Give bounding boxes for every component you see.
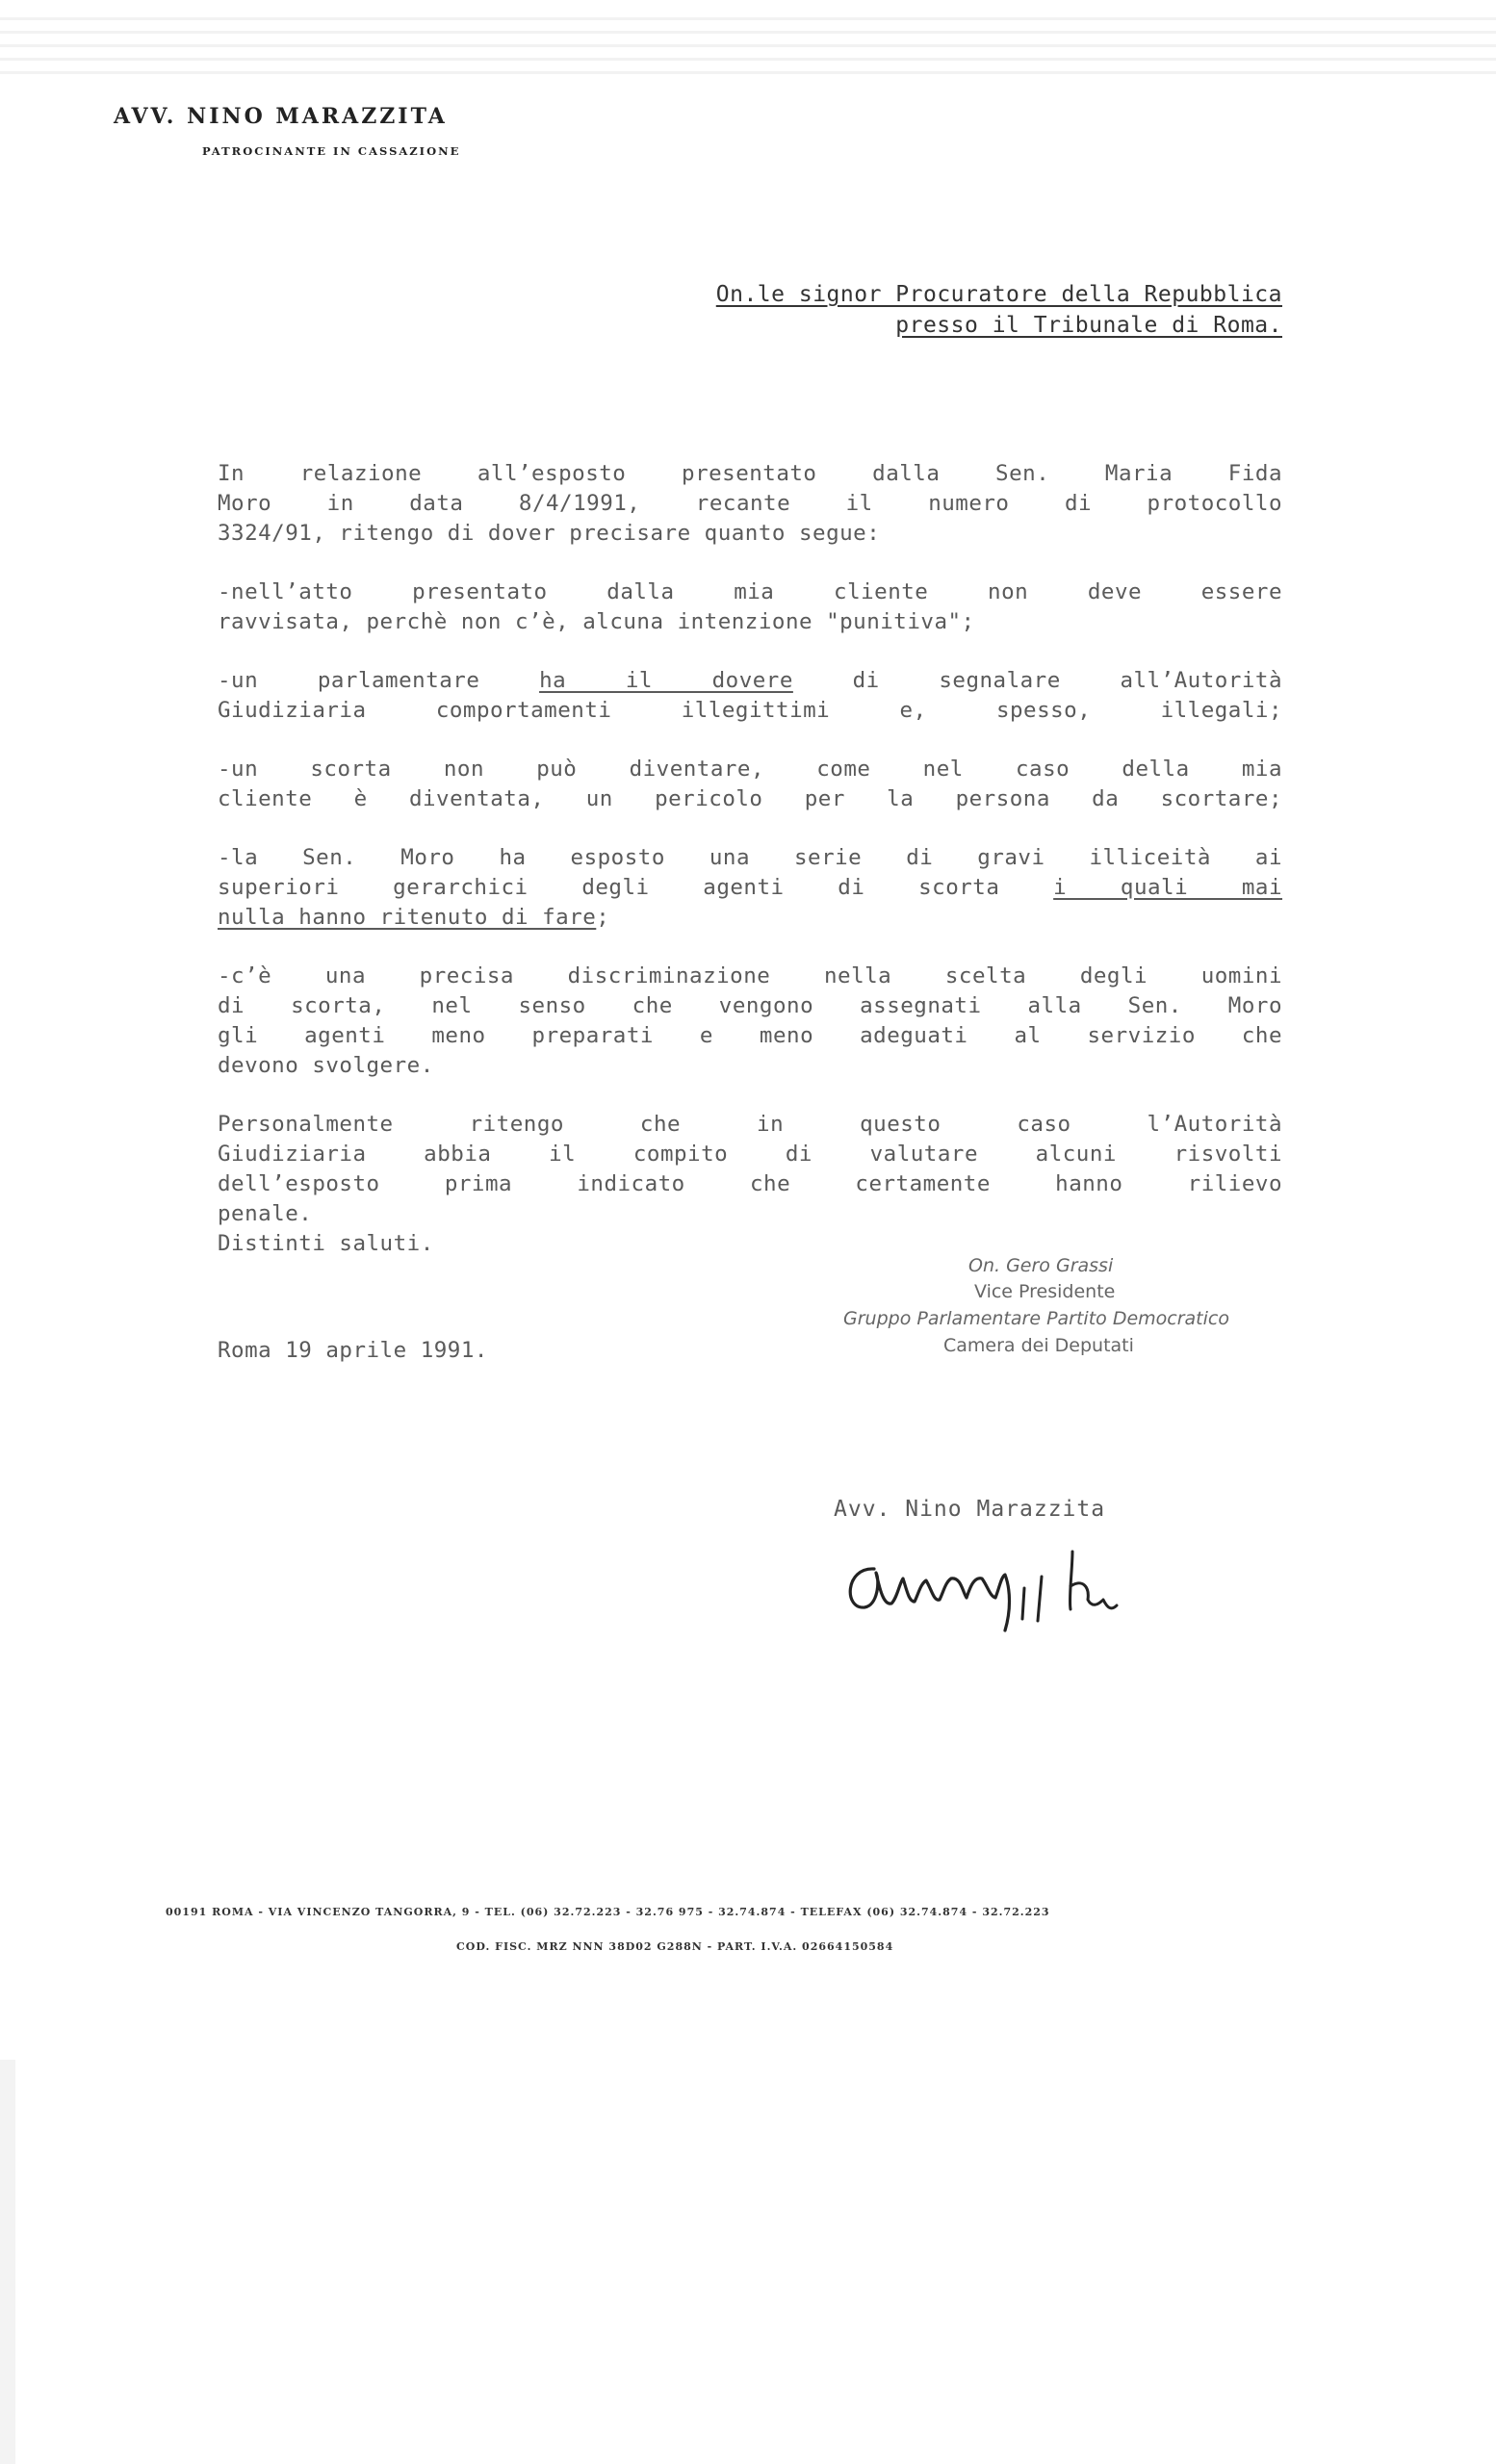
footer-tax-codes: COD. FISC. MRZ NNN 38D02 G288N - PART. I.V.A. 02664150584 [456,1940,894,1953]
text-span: -un parlamentare [218,668,480,693]
text-line: Moro in data 8/4/1991, recante il numero di protocollo [218,491,1282,516]
addressee-line-2: presso il Tribunale di Roma. [895,313,1282,338]
underlined-text: ha il dovere [539,668,793,693]
stamp-group: Gruppo Parlamentare Partito Democratico [843,1308,1229,1329]
text-span: ; [596,905,610,930]
text-line: cliente è diventata, un pericolo per la persona da scortare; [218,786,1282,811]
text-span: superiori gerarchici degli agenti di scorta [218,875,1000,900]
text-line [218,666,1282,696]
paragraph-3 [218,666,1282,726]
underlined-text: i quali mai [1053,875,1283,900]
addressee-block [716,279,1282,341]
salutation: Distinti saluti. [218,1231,434,1256]
text-line [218,903,1282,933]
stamp-chamber: Camera dei Deputati [943,1335,1134,1356]
text-line: ravvisata, perchè non c’è, alcuna intenzione "punitiva"; [218,609,975,634]
text-line: Giudiziaria abbia il compito di valutare alcuni risvolti [218,1142,1282,1167]
text-line: 3324/91, ritengo di dover precisare quanto segue: [218,521,881,546]
text-line: di scorta, nel senso che vengono assegnati alla Sen. Moro [218,993,1282,1018]
place-date: Roma 19 aprile 1991. [218,1338,488,1363]
handwritten-signature [836,1530,1182,1636]
paragraph-1 [218,459,1282,549]
bleed-through-text [0,17,1496,85]
stamp-role: Vice Presidente [974,1281,1116,1302]
paragraph-7 [218,1110,1282,1259]
scan-background [0,2060,15,2464]
paragraph-2 [218,578,1282,637]
text-line: -nell’atto presentato dalla mia cliente non deve essere [218,579,1282,604]
underlined-text: nulla hanno ritenuto di fare [218,905,597,930]
text-line: devono svolgere. [218,1053,434,1078]
letterhead-subtitle: PATROCINANTE IN CASSAZIONE [202,144,461,158]
letterhead-name: AVV. NINO MARAZZITA [114,104,448,129]
paragraph-4 [218,755,1282,814]
footer-address: 00191 ROMA - VIA VINCENZO TANGORRA, 9 - TEL. (06) 32.72.223 - 32.76 975 - 32.74.874 - TELEFAX (06) 32.74.874 - 32.72.223 [166,1906,1050,1918]
addressee-line-1: On.le signor Procuratore della Repubblica [715,282,1282,307]
text-line: gli agenti meno preparati e meno adeguati al servizio che [218,1023,1282,1048]
text-line: penale. [218,1201,313,1226]
text-line: dell’esposto prima indicato che certamente hanno rilievo [218,1171,1282,1196]
paragraph-5 [218,843,1282,933]
text-line: -la Sen. Moro ha esposto una serie di gravi illiceità ai [218,845,1282,870]
text-line [218,873,1282,903]
text-line: -un scorta non può diventare, come nel caso della mia [218,757,1282,782]
paragraph-6 [218,962,1282,1081]
stamp-name: On. Gero Grassi [968,1255,1114,1276]
text-line: Personalmente ritengo che in questo caso l’Autorità [218,1112,1282,1137]
text-line: -c’è una precisa discriminazione nella scelta degli uomini [218,963,1282,988]
text-line: Giudiziaria comportamenti illegittimi e, spesso, illegali; [218,698,1282,723]
text-line: In relazione all’esposto presentato dalla Sen. Maria Fida [218,461,1282,486]
text-span: di segnalare all’Autorità [852,668,1282,693]
signer-name: Avv. Nino Marazzita [834,1497,1106,1522]
